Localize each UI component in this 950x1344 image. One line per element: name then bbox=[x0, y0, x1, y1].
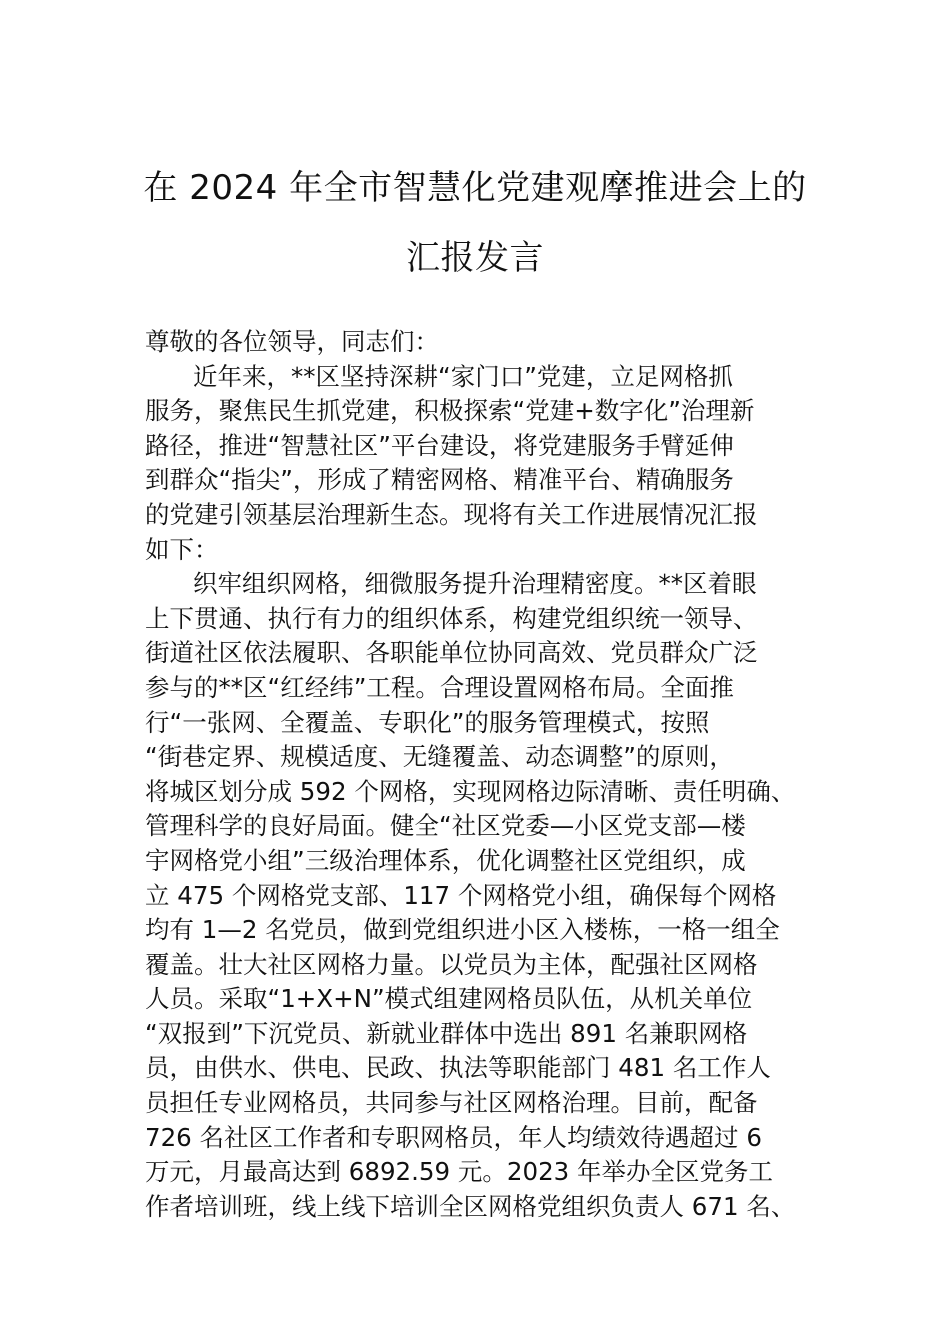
body-line: 的党建引领基层治理新生态。现将有关工作进展情况汇报 bbox=[145, 499, 758, 529]
body-line: 将城区划分成 592 个网格，实现网格边际清晰、责任明确、 bbox=[145, 776, 796, 806]
body-line: 员担任专业网格员，共同参与社区网格治理。目前，配备 bbox=[145, 1088, 758, 1118]
body-line: 织牢组织网格，细微服务提升治理精密度。**区着眼 bbox=[193, 569, 757, 599]
body-line: 员，由供水、供电、民政、执法等职能部门 481 名工作人 bbox=[145, 1053, 771, 1083]
body-line: 到群众“指尖”，形成了精密网格、精准平台、精确服务 bbox=[145, 465, 734, 495]
document-title-line-1: 在 2024 年全市智慧化党建观摩推进会上的 bbox=[143, 168, 807, 208]
body-line: 726 名社区工作者和专职网格员，年人均绩效待遇超过 6 bbox=[145, 1122, 762, 1152]
body-line: 服务，聚焦民生抓党建，积极探索“党建+数字化”治理新 bbox=[145, 396, 755, 426]
body-line: “双报到”下沉党员、新就业群体中选出 891 名兼职网格 bbox=[145, 1018, 748, 1048]
body-line: 立 475 个网格党支部、117 个网格党小组，确保每个网格 bbox=[145, 880, 777, 910]
body-line: 近年来，**区坚持深耕“家门口”党建，立足网格抓 bbox=[193, 361, 733, 391]
body-line: 人员。采取“1+X+N”模式组建网格员队伍，从机关单位 bbox=[145, 984, 753, 1014]
body-line: 上下贯通、执行有力的组织体系，构建党组织统一领导、 bbox=[145, 603, 758, 633]
body-line: 街道社区依法履职、各职能单位协同高效、党员群众广泛 bbox=[145, 638, 758, 668]
body-line: 均有 1—2 名党员，做到党组织进小区入楼栋，一格一组全 bbox=[145, 915, 780, 945]
body-line: 宇网格党小组”三级治理体系，优化调整社区党组织，成 bbox=[145, 845, 746, 875]
body-line: “街巷定界、规模适度、无缝覆盖、动态调整”的原则， bbox=[145, 742, 734, 772]
document-title-line-2: 汇报发言 bbox=[406, 238, 544, 278]
body-line: 如下： bbox=[145, 534, 219, 564]
body-line: 管理科学的良好局面。健全“社区党委—小区党支部—楼 bbox=[145, 811, 746, 841]
body-line: 覆盖。壮大社区网格力量。以党员为主体，配强社区网格 bbox=[145, 949, 758, 979]
body-line: 路径，推进“智慧社区”平台建设，将党建服务手臂延伸 bbox=[145, 430, 734, 460]
body-line: 万元，月最高达到 6892.59 元。2023 年举办全区党务工 bbox=[145, 1157, 774, 1187]
body-line: 参与的**区“红经纬”工程。合理设置网格布局。全面推 bbox=[145, 672, 734, 702]
body-line: 行“一张网、全覆盖、专职化”的服务管理模式，按照 bbox=[145, 707, 710, 737]
document-body bbox=[145, 325, 825, 1224]
salutation: 尊敬的各位领导，同志们： bbox=[145, 327, 439, 356]
body-line: 作者培训班，线上线下培训全区网格党组织负责人 671 名、 bbox=[145, 1191, 796, 1221]
